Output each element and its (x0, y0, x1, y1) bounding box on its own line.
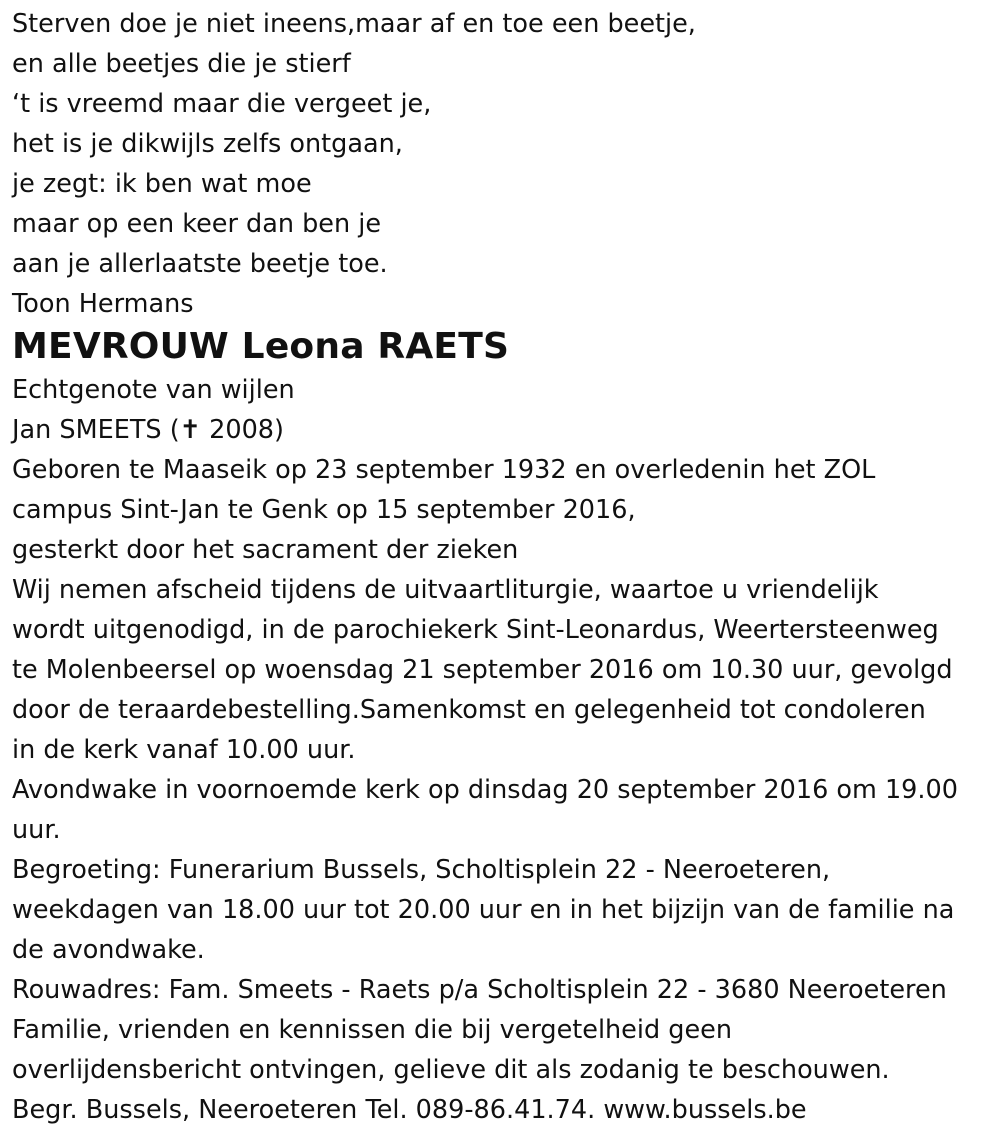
body-line: campus Sint-Jan te Genk op 15 september 2016, (12, 495, 636, 525)
body-line: Begr. Bussels, Neeroeteren Tel. 089-86.41.74. www.bussels.be (12, 1095, 807, 1125)
spouse-name: Jan SMEETS ( (12, 415, 180, 445)
body-line: te Molenbeersel op woensdag 21 september 2016 om 10.30 uur, gevolgd (12, 655, 953, 685)
spouse-line (12, 410, 988, 450)
body-line: overlijdensbericht ontvingen, gelieve dit als zodanig te beschouwen. (12, 1055, 890, 1085)
poem-author: Toon Hermans (12, 289, 194, 319)
body-line: Avondwake in voornoemde kerk op dinsdag 20 september 2016 om 19.00 (12, 775, 958, 805)
cross-icon: ✝ (179, 415, 202, 445)
poem-line: Sterven doe je niet ineens,maar af en toe een beetje, (12, 9, 696, 39)
spouse-death-year: 2008) (201, 415, 284, 445)
obituary-body (12, 450, 988, 1130)
body-line: uur. (12, 815, 61, 845)
body-line: door de teraardebestelling.Samenkomst en gelegenheid tot condoleren (12, 695, 926, 725)
body-line: Wij nemen afscheid tijdens de uitvaartliturgie, waartoe u vriendelijk (12, 575, 879, 605)
relation-text: Echtgenote van wijlen (12, 375, 295, 405)
body-line: Geboren te Maaseik op 23 september 1932 en overledenin het ZOL (12, 455, 876, 485)
poem-line: ‘t is vreemd maar die vergeet je, (12, 89, 432, 119)
poem (12, 4, 988, 324)
body-line: Familie, vrienden en kennissen die bij vergetelheid geen (12, 1015, 732, 1045)
body-line: in de kerk vanaf 10.00 uur. (12, 735, 356, 765)
body-line: Begroeting: Funerarium Bussels, Scholtisplein 22 - Neeroeteren, (12, 855, 831, 885)
poem-line: maar op een keer dan ben je (12, 209, 382, 239)
body-line: weekdagen van 18.00 uur tot 20.00 uur en in het bijzijn van de familie na (12, 895, 955, 925)
poem-line: het is je dikwijls zelfs ontgaan, (12, 129, 403, 159)
body-line: Rouwadres: Fam. Smeets - Raets p/a Scholtisplein 22 - 3680 Neeroeteren (12, 975, 947, 1005)
poem-line: en alle beetjes die je stierf (12, 49, 351, 79)
poem-line: je zegt: ik ben wat moe (12, 169, 312, 199)
poem-line: aan je allerlaatste beetje toe. (12, 249, 388, 279)
body-line: de avondwake. (12, 935, 205, 965)
body-line: gesterkt door het sacrament der zieken (12, 535, 519, 565)
deceased-name: MEVROUW Leona RAETS (12, 326, 510, 367)
body-line: wordt uitgenodigd, in de parochiekerk Sint-Leonardus, Weertersteenweg (12, 615, 939, 645)
